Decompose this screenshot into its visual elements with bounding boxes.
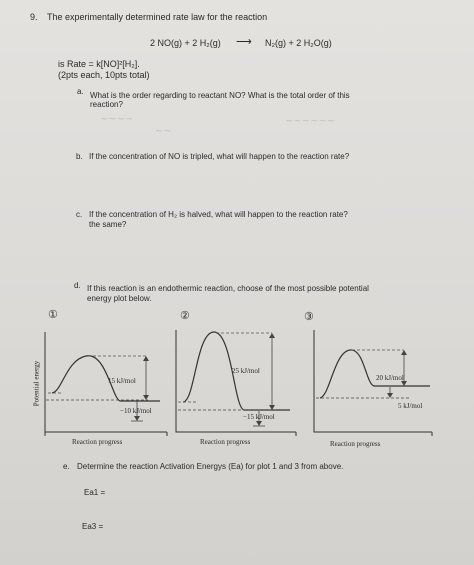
reaction-arrow: ⟶ <box>236 36 252 48</box>
part-a-letter: a. <box>77 87 84 96</box>
plot-2-upper-label: 25 kJ/mol <box>232 367 260 375</box>
part-a-text-line1: What is the order regarding to reactant NO? What is the total order of this <box>90 91 350 100</box>
plot-1-upper-label: 15 kJ/mol <box>108 377 136 385</box>
plot-3-number: ③ <box>304 311 314 323</box>
part-a-text-line2: reaction? <box>90 100 123 109</box>
plot-1-number: ① <box>48 309 58 321</box>
plot-2-number: ② <box>180 310 190 322</box>
question-intro: The experimentally determined rate law for the reaction <box>47 12 268 22</box>
faint-pencil-mark: ~~~~ <box>100 114 134 125</box>
part-e-text: Determine the reaction Activation Energys (Ea) for plot 1 and 3 from above. <box>77 462 344 471</box>
equation-products: N₂(g) + 2 H₂O(g) <box>265 38 332 48</box>
part-c-letter: c. <box>76 210 83 219</box>
plot-3-x-axis-label: Reaction progress <box>330 440 381 448</box>
part-d-text-line2: energy plot below. <box>87 294 152 303</box>
faint-pencil-mark: ~~ <box>155 126 172 137</box>
part-c-text-line2: the same? <box>89 220 127 229</box>
plot-1-lower-label: −10 kJ/mol <box>120 407 152 415</box>
part-c-text-line1: If the concentration of H₂ is halved, what will happen to the reaction rate? <box>89 210 348 219</box>
answer-ea3: Ea3 = <box>82 522 104 531</box>
plot-3-upper-label: 20 kJ/mol <box>376 374 404 382</box>
plot-2-x-axis-label: Reaction progress <box>200 438 251 446</box>
faint-pencil-mark: ~~~~~~ <box>285 116 336 127</box>
part-b-text: If the concentration of NO is tripled, what will happen to the reaction rate? <box>89 152 350 161</box>
part-e-letter: e. <box>63 462 70 471</box>
part-d-letter: d. <box>74 281 81 290</box>
equation-reactants: 2 NO(g) + 2 H₂(g) <box>150 38 221 48</box>
y-axis-label: Potential energy <box>32 360 41 407</box>
question-number: 9. <box>30 12 38 22</box>
plot-2-lower-label: −15 kJ/mol <box>243 413 275 421</box>
plot-1-x-axis-label: Reaction progress <box>72 438 123 446</box>
plot-3-lower-label: 5 kJ/mol <box>398 402 423 410</box>
points-note: (2pts each, 10pts total) <box>58 70 150 80</box>
answer-ea1: Ea1 = <box>84 488 106 497</box>
part-d-text-line1: If this reaction is an endothermic reaction, choose of the most possible potential <box>87 284 369 293</box>
part-b-letter: b. <box>76 152 83 161</box>
rate-law: is Rate = k[NO]²[H₂]. <box>58 59 140 69</box>
